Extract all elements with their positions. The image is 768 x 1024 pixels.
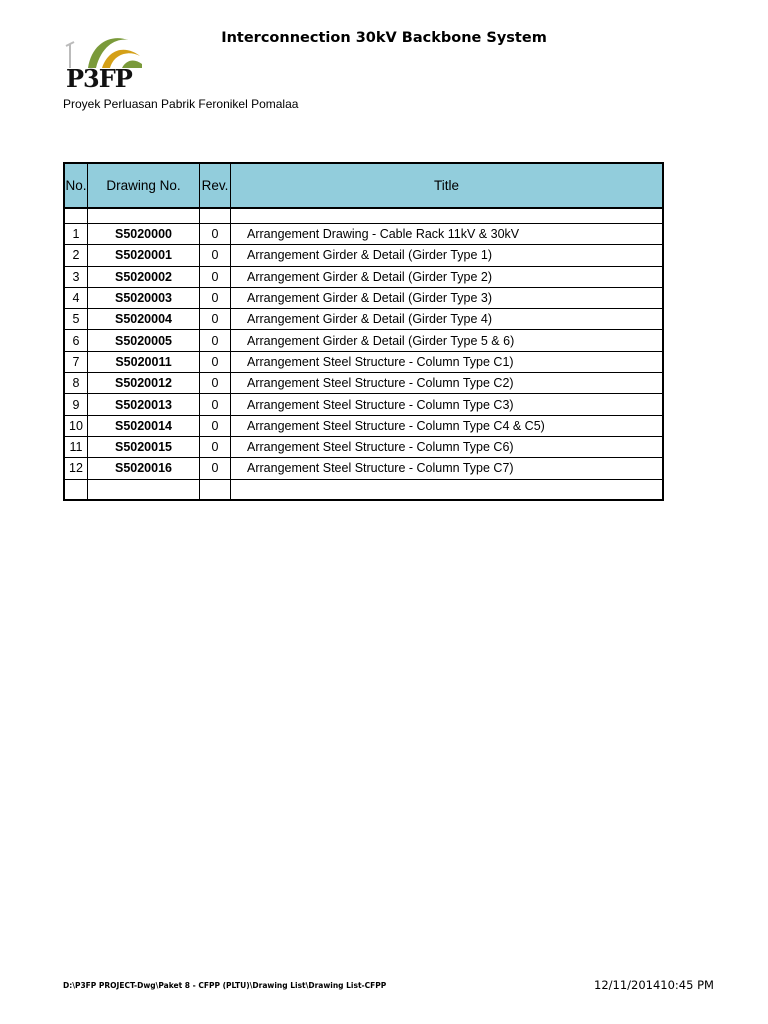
row-rev: 0 (200, 415, 231, 436)
table-row (64, 351, 663, 372)
blank-cell (200, 208, 231, 224)
row-no: 2 (64, 245, 88, 266)
row-no: 6 (64, 330, 88, 351)
row-rev: 0 (200, 245, 231, 266)
row-rev: 0 (200, 287, 231, 308)
row-title: Arrangement Girder & Detail (Girder Type 5 & 6) (231, 330, 664, 351)
blank-cell (64, 479, 88, 500)
row-drawing-no: S5020014 (88, 415, 200, 436)
table-body (64, 208, 663, 500)
drawing-list-table (63, 162, 664, 501)
row-title: Arrangement Steel Structure - Column Type C7) (231, 458, 664, 479)
page-title (0, 30, 768, 46)
row-title: Arrangement Steel Structure - Column Type C2) (231, 373, 664, 394)
footer-file-path: D:\P3FP PROJECT-Dwg\Paket 8 - CFPP (PLTU)\Drawing List\Drawing List-CFPP (63, 981, 387, 990)
row-no: 7 (64, 351, 88, 372)
row-no: 9 (64, 394, 88, 415)
row-drawing-no: S5020002 (88, 266, 200, 287)
table-row (64, 245, 663, 266)
row-drawing-no: S5020005 (88, 330, 200, 351)
table-row (64, 415, 663, 436)
blank-cell (200, 479, 231, 500)
column-header-drawing-no: Drawing No. (88, 163, 200, 208)
table-row (64, 330, 663, 351)
blank-cell (231, 479, 664, 500)
row-rev: 0 (200, 224, 231, 245)
blank-cell (64, 208, 88, 224)
row-rev: 0 (200, 266, 231, 287)
row-no: 12 (64, 458, 88, 479)
row-no: 10 (64, 415, 88, 436)
row-title: Arrangement Girder & Detail (Girder Type 1) (231, 245, 664, 266)
table-row (64, 394, 663, 415)
footer-datetime: 12/11/201410:45 PM (594, 978, 714, 992)
row-drawing-no: S5020013 (88, 394, 200, 415)
table-row (64, 266, 663, 287)
row-rev: 0 (200, 330, 231, 351)
table-header-row (64, 163, 663, 208)
row-drawing-no: S5020000 (88, 224, 200, 245)
row-no: 8 (64, 373, 88, 394)
row-rev: 0 (200, 373, 231, 394)
row-no: 3 (64, 266, 88, 287)
row-rev: 0 (200, 351, 231, 372)
row-title: Arrangement Drawing - Cable Rack 11kV & 30kV (231, 224, 664, 245)
blank-cell (231, 208, 664, 224)
row-rev: 0 (200, 394, 231, 415)
blank-row (64, 479, 663, 500)
row-drawing-no: S5020015 (88, 436, 200, 457)
column-header-no: No. (64, 163, 88, 208)
table-row (64, 458, 663, 479)
table-row (64, 224, 663, 245)
row-no: 1 (64, 224, 88, 245)
blank-row (64, 208, 663, 224)
row-title: Arrangement Steel Structure - Column Type C1) (231, 351, 664, 372)
row-drawing-no: S5020011 (88, 351, 200, 372)
table-row (64, 436, 663, 457)
table-row (64, 309, 663, 330)
row-no: 4 (64, 287, 88, 308)
table-row (64, 373, 663, 394)
column-header-rev: Rev. (200, 163, 231, 208)
row-drawing-no: S5020001 (88, 245, 200, 266)
logo-text: P3FP (66, 64, 132, 93)
row-title: Arrangement Steel Structure - Column Type C4 & C5) (231, 415, 664, 436)
table-row (64, 287, 663, 308)
row-drawing-no: S5020016 (88, 458, 200, 479)
page-title-text: Interconnection 30kV Backbone System (221, 30, 547, 46)
row-drawing-no: S5020004 (88, 309, 200, 330)
blank-cell (88, 479, 200, 500)
row-no: 11 (64, 436, 88, 457)
row-rev: 0 (200, 458, 231, 479)
blank-cell (88, 208, 200, 224)
row-drawing-no: S5020003 (88, 287, 200, 308)
row-title: Arrangement Steel Structure - Column Type C3) (231, 394, 664, 415)
row-title: Arrangement Girder & Detail (Girder Type 2) (231, 266, 664, 287)
row-drawing-no: S5020012 (88, 373, 200, 394)
row-title: Arrangement Girder & Detail (Girder Type 4) (231, 309, 664, 330)
row-title: Arrangement Steel Structure - Column Type C6) (231, 436, 664, 457)
column-header-title: Title (231, 163, 664, 208)
row-rev: 0 (200, 436, 231, 457)
row-no: 5 (64, 309, 88, 330)
project-subtitle: Proyek Perluasan Pabrik Feronikel Pomalaa (63, 97, 299, 111)
row-title: Arrangement Girder & Detail (Girder Type 3) (231, 287, 664, 308)
row-rev: 0 (200, 309, 231, 330)
